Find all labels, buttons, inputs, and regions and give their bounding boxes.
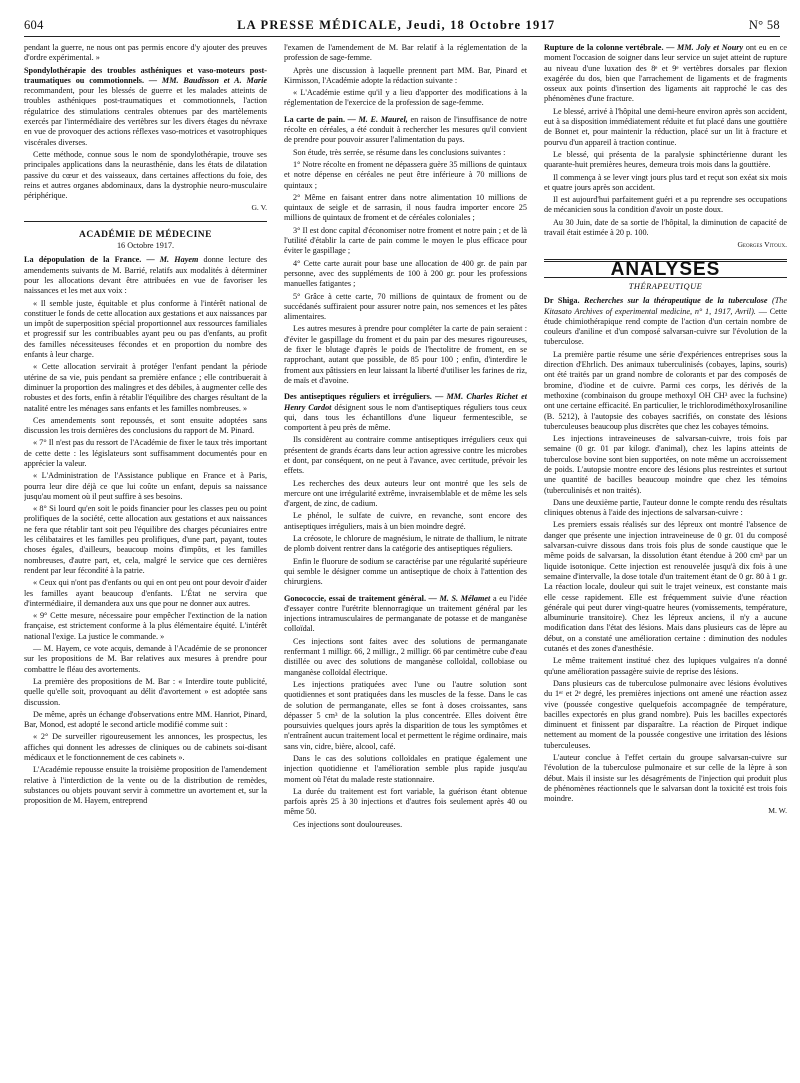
paragraph: La première des propositions de M. Bar : « Interdire toute publicité, quelle qu'elle soit, provoquant au délit d'avortement » est adoptée sans discussion. [24, 676, 267, 707]
column-1 [24, 43, 267, 1083]
article-title: La carte de pain. [284, 114, 345, 124]
article-antiseptiques [284, 392, 527, 433]
paragraph: Il est aujourd'hui parfaitement guéri et a pu reprendre ses occupations de mécanicien sous la condition d'avoir un poste doux. [544, 195, 787, 215]
paragraph: Dans le cas des solutions colloïdales en pratique également une injection quotidienne et l'amélioration semble plus rapide jusqu'au moment où l'état du malade reste stationnaire. [284, 754, 527, 784]
paragraph: Cette méthode, connue sous le nom de spondylothérapie, trouve ses principales applications dans la neurasthénie, dans les états de dilatation passive du cœur et des vaisseaux, dans certaines affections du foie, des reins et autres organes abdominaux, dans la dystrophie neuro-musculaire périphérique. [24, 149, 267, 201]
article-rupture-colonne [544, 43, 787, 105]
paragraph: Les autres mesures à prendre pour compléter la carte de pain seraient : d'éviter le gaspillage du froment et du pain par des mesures rigoureuses, de fixer le blutage d'après le poids de l'hectolitre de froment, en se rapprochant, autant que possible, de 85 pour 100 ; enfin, d'interdire le froment aux pâtissiers en leur laissant la liberté d'utiliser les farines de riz, de maïs et d'avoine. [284, 324, 527, 385]
paragraph: « 7° Il n'est pas du ressort de l'Académie de fixer le taux très important de cette dette : les législateurs sont suffisamment documentés pour en apprécier la valeur. [24, 438, 267, 468]
continued-text: l'examen de l'amendement de M. Bar relatif à la réglementation de la profession de sage-femme. [284, 43, 527, 63]
journal-title: LA PRESSE MÉDICALE, Jeudi, 18 Octobre 1917 [237, 18, 556, 32]
paragraph: « 2° De surveiller rigoureusement les annonces, les prospectus, les affiches qui donnent les adresses de cliniques ou de cabinets soi-disant médicaux et le fonctionnement de ces cabinets ». [24, 732, 267, 762]
paragraph: Ces injections sont douloureuses. [293, 819, 403, 829]
article-text: a eu l'idée d'essayer contre l'urétrite blennorragique un traitement général par les injections intramusculaires de permanganate de potasse et de manganèse colloïdal. [284, 593, 527, 634]
paragraph: Il commença à se lever vingt jours plus tard et reçut son exéat six mois et quatre jours après son accident. [544, 172, 787, 192]
paragraph: « Ceux qui n'ont pas d'enfants ou qui en ont peu ont pour devoir d'aider les familles ayant beaucoup d'enfants. L'État ne servira que d'intermédiaire, il demandera aux uns que pour ne donner aux autres. [24, 578, 267, 608]
paragraph: De même, après un échange d'observations entre MM. Hanriot, Pinard, Bar, Monod, est adopté le second article modifié comme suit : [24, 709, 267, 730]
paragraph: Le blessé, arrivé à l'hôpital une demi-heure environ après son accident, eut à sa disposition immédiatement réduite et fut placé dans une gouttière de Bonnet et, pour maintenir la réduction, placé sur un lit à fracture et pourvu d'un appareil à traction continue. [544, 106, 787, 147]
column-2 [284, 43, 527, 1083]
paragraph: Les recherches des deux auteurs leur ont montré que les sels de mercure ont une irrégularité extrême, invraisemblable et de même les sels d'argent, de zinc, de cadium. [284, 478, 527, 509]
article-title: Rupture de la colonne vertébrale. [544, 43, 664, 52]
article-author: — MM. Charles Richet et Henry Cardot [284, 392, 527, 412]
analyses-heading: ANALYSES [544, 259, 787, 278]
article-author: — MM. Joly et Noury [666, 43, 744, 52]
paragraph: Son étude, très serrée, se résume dans les conclusions suivantes : [293, 147, 506, 157]
article-author: — MM. Baudisson et A. Marie [148, 75, 267, 85]
paragraph: 3° Il est donc capital d'économiser notre froment et notre pain ; et de là l'utilité d'établir la carte de pain comme le moyen le plus efficace pour éviter le gaspillage ; [284, 225, 527, 256]
analysis-shiga [544, 296, 787, 347]
article-text: donne lecture des amendements suivants de M. Barrié, relatifs aux modalités à déterminer pour les allocations devant être attribuées en vue de favoriser les naissances et les met aux voix : [24, 255, 267, 296]
analysis-author: Dr Shiga. [544, 296, 580, 306]
article-text: recommandent, pour les blessés de guerre et les malades atteints de troubles asthéniques post-traumatiques et commotionnels, l'action régulatrice des stimulations centrales obtenues par des martèlements exercés par l'intermédiaire des vertèbres sur les divers étages du névraxe en vue de provoquer des actions réflexes vaso-motrices et vasotrophiques viscérales diverses. [24, 86, 267, 147]
signature: M. W. [768, 806, 787, 816]
paragraph: Ces amendements sont repoussés, et sont ensuite adoptées sans discussion les trois dernières des conclusions du rapport de M. Pinard. [24, 415, 267, 436]
article-author: — M. E. Maurel, [347, 114, 408, 124]
article-carte-de-pain [284, 115, 527, 146]
paragraph: Au 30 Juin, date de sa sortie de l'hôpital, la diminution de capacité de travail était estimée à 20 p. 100. [544, 217, 787, 238]
article-title: Gonococcie, essai de traitement général. [284, 593, 427, 603]
paragraph: « Cette allocation servirait à protéger l'enfant pendant la période utérine de sa vie, puis pendant sa première enfance ; elle contribuerait à diminuer la proportion des malingres et des débiles, à augmenter celle des robustes et des forts, enfin à rétablir l'équilibre des charges résultant de la natalité entre les ménages sans enfants et les familles nombreuses. » [24, 362, 267, 413]
page-header [24, 18, 780, 37]
issue-number: N° 58 [748, 18, 780, 32]
analysis-source: (The Kitasato Archives of experimental medicine, n° 1, 1917, Avril). [544, 296, 787, 316]
paragraph: L'auteur conclue à l'effet certain du groupe salvarsan-cuivre sur l'évolution de la tuberculose pulmonaire et sur celle de la lèpre à son début. Mais il insiste sur les désagréments de l'injection qui produit plus de phénomènes réactionnels que le salvarsan dont la toxicité est trois fois moindre. [544, 753, 787, 804]
signature: Georges Vitoux. [737, 240, 787, 250]
paragraph: « Il semble juste, équitable et plus conforme à l'intérêt national de constituer le fonds de cette allocation aux gestations et aux naissances par un impôt de superposition spécial proportionnel aux ressources familiales et progressif sur les contribuables ayant peu ou pas d'enfants, au profit des familles nécessiteuses fécondes et en proportion du nombre des enfants à leur charge. [24, 298, 267, 360]
article-depopulation [24, 255, 267, 296]
paragraph: Enfin le fluorure de sodium se caractérise par une régularité supérieure qui semble le désigner comme un antiseptique de choix à l'attention des chirurgiens. [284, 556, 527, 587]
paragraph: 2° Même en faisant entrer dans notre alimentation 10 millions de quintaux de seigle et de sarrasin, il nous faudra importer encore 25 millions de quintaux de froment et de céréales coloniales ; [284, 192, 527, 223]
paragraph: 5° Grâce à cette carte, 70 millions de quintaux de froment ou de succédanés suffiraient pour assurer notre pain, nos semences et les pâtes alimentaires. [284, 291, 527, 322]
article-title: La dépopulation de la France. [24, 255, 142, 265]
paragraph: — M. Hayem, ce vote acquis, demande à l'Académie de se prononcer sur les propositions de M. Bar relatives aux mesures à prendre pour combattre le fléau des avortements. [24, 644, 267, 674]
page-number: 604 [24, 18, 44, 32]
paragraph: La créosote, le chlorure de magnésium, le nitrate de thallium, le nitrate de plomb doivent rentrer dans la catégorie des antiseptiques réguliers. [284, 534, 527, 554]
article-gonococcie [284, 594, 527, 635]
article-title: Des antiseptiques réguliers et irréguliers. [284, 392, 432, 402]
paragraph: Le même traitement institué chez des lupiques vulgaires n'a donné qu'une amélioration passagère suivie de reprise des lésions. [544, 656, 787, 676]
paragraph: La durée du traitement est fort variable, la guérison étant obtenue parfois après 25 à 30 injections et d'autres fois seulement après 40 ou même 50. [284, 786, 527, 817]
article-author: — M. Hayem [146, 255, 199, 265]
paragraph: 1° Notre récolte en froment ne dépassera guère 35 millions de quintaux et notre dépense en céréales ne peut être inférieure à 70 millions de quintaux ; [284, 159, 527, 190]
paragraph: Le blessé, qui présenta de la paralysie sphinctérienne durant les quarante-huit premières heures, demeura trois mois dans la gouttière. [544, 149, 787, 170]
signature: G. V. [251, 203, 267, 213]
paragraph: Les injections intraveineuses de salvarsan-cuivre, trois fois par semaine (0 gr. 01 par kilogr. d'animal), chez les lapins atteints de tuberculose bovine sont bien supportées, on note même un accroissement de poids. L'autopsie montre encore des lésions plus restreintes et surtout une quantité de bacilles beaucoup moindre que chez les témoins (tuberculinisés et non traités). [544, 434, 787, 495]
paragraph: Les premiers essais réalisés sur des lépreux ont montré l'absence de danger que présente une injection intraveineuse de 0 gr. 01 du composé salvarsan-cuivre dissous dans trois fois plus de sonde caustique que le même poids de salvarsan, la dissolution étant étendue à 200 cm³ par un liquide isotonique. Cette injection est renouvelée jusqu'à dix fois à une semaine d'intervalle, la dose totale d'un traitement étant de 0 gr. 80 à 1 gr. La réaction locale, douleur qui suit le trajet veineux, est constante mais elle cesse rapidement. Elle est fréquemment suivie d'une réaction générale qui peut durer vingt-quatre heures (vomissements, température, albuminurie transitoire). Chez les lépreux anciens, il n'y a aucune modification dans l'état des lésions. Mais dans plusieurs cas de lèpre au début, on a constaté une amélioration certaine : diminution des nodules cutanés et des zones d'anesthésie. [544, 520, 787, 654]
section-title: ACADÉMIE DE MÉDECINE [79, 229, 212, 240]
columns [24, 43, 787, 1083]
section-date: 16 Octobre 1917. [116, 241, 175, 251]
paragraph: Le phénol, le sulfate de cuivre, en revanche, sont encore des antiseptiques irréguliers, mais à un bien moindre degré. [284, 511, 527, 531]
article-author: — M. S. Mélamet [428, 593, 491, 603]
paragraph: « L'Administration de l'Assistance publique en France et à Paris, pourra leur dire déjà ce que lui coûte un enfant, depuis sa naissance jusqu'au moment où il peut suffire à ses besoins. [24, 471, 267, 501]
article-text: ont eu en ce moment l'occasion de soigner dans leur service un sujet atteint de rupture au niveau d'une luxation des 8ᵉ et 9ᵉ vertèbres dorsales par flexion exagérée du dos, bien que l'arrachement de ligaments et de fragments osseux aux points d'insertion des ligaments ait rapproché le cas des phénomènes d'une fracture. [544, 43, 787, 104]
paragraph: Les injections pratiquées avec l'une ou l'autre solution sont quotidiennes et sont pratiquées dans les muscles de la fesse. Dans le cas de solution de permanganate, elles se font à doses croissantes, sans dépasser 5 cm³ de la solution la plus concentrée. Elles doivent être poursuivies quelques jours après la disparition de tous les symptômes et n'entraînent aucun traitement local et permettent le régime ordinaire, mais sans vin, cidre, bière, alcool, café. [284, 679, 527, 751]
analysis-title: Recherches sur la thérapeutique de la tuberculose [584, 296, 768, 306]
article-spondylotherapie [24, 66, 267, 148]
divider [24, 221, 267, 222]
analysis-text: — Cette étude chimiothérapique rend compte de l'action d'un certain nombre de couleurs d'aniline et d'un composé salvarsan-cuivre sur l'évolution de la tuberculose. [544, 306, 787, 347]
article-text: désignent sous le nom d'antiseptiques réguliers tous ceux qui, dans tous les échantillons d'une liqueur fermentescible, se comportent à peu près de même. [284, 402, 527, 433]
paragraph: Dans plusieurs cas de tuberculose pulmonaire avec lésions évolutives du 1ᵉʳ et 2ᵉ degré, les premières injections ont amené une réaction assez vive (poussée congestive quelquefois accompagnée de température, bacilles expectorés en plus grand nombre). Puis les bacilles expectorés diminuent et finissent par disparaître. La réaction de Pirquet indique nettement au moment de la poussée congestive une irritation des lésions tuberculeuses. [544, 678, 787, 750]
article-title: Spondylothérapie des troubles asthéniques et vaso-moteurs post-traumatiques ou commotionnels. [24, 65, 267, 85]
paragraph: Après une discussion à laquelle prennent part MM. Bar, Pinard et Kirmisson, l'Académie adopte la rédaction suivante : [284, 65, 527, 85]
subsection-title: THÉRAPEUTIQUE [628, 281, 703, 291]
paragraph: Ces injections sont faites avec des solutions de permanganate renfermant 1 milligr. 66, 2 milligr., 2 milligr. 66 par centimètre cube d'eau distillée ou avec des solutions de manganèse colloïdal, collobiase ou manganèse colloïdal électrique. [284, 636, 527, 677]
column-3 [544, 43, 787, 1083]
article-text: en raison de l'insuffisance de notre récolte en céréales, a été conduit à rechercher les mesures qu'il convient de prendre pour pouvoir assurer l'alimentation du pays. [284, 114, 527, 145]
continued-text: pendant la guerre, ne nous ont pas permis encore d'y ajouter des preuves d'ordre expérimental. » [24, 43, 267, 63]
paragraph: « 8° Si lourd qu'en soit le poids financier pour les classes peu ou point prolifiques de la société, cette allocation aux gestations et aux naissances ne fera que rétablir tant soit peu l'équilibre des charges pécuniaires entre les célibataires et les familles peu prolifiques, d'une part, payant, toutes choses égales, d'ailleurs, beaucoup moins d'impôts, et les familles nombreuses, d'autre part, et, cela, malgré le service que ces dernières rendent par leur fécondité à la patrie. [24, 504, 267, 575]
paragraph: Dans une deuxième partie, l'auteur donne le compte rendu des résultats cliniques obtenus à l'aide des injections de salvarsan-cuivre : [544, 497, 787, 518]
paragraph: La première partie résume une série d'expériences entreprises sous la direction d'Ehrlich. Des animaux tuberculinisés (cobayes, lapins, souris) ont été traités par un grand nombre de colorants et par des composés de bromine, d'iodine et de cuivre. Parmi ces corps, les dérivés de la methoxine (combinaison du groupe methoxyl OH CH³ avec la fuchsine) ont une certaine efficacité. En particulier, le trichlorodiméthoxylrosaniline (B. 5212), à l'autopsie des cobayes sacrifiés, on constate des lésions tuberculeuses beaucoup plus discrètes que chez les cobayes témoins. [544, 349, 787, 431]
paragraph: « L'Académie estime qu'il y a lieu d'apporter des modifications à la réglementation de l'exercice de la profession de sage-femme. [284, 88, 527, 108]
paragraph: 4° Cette carte aurait pour base une allocation de 400 gr. de pain par personne, avec des suppléments de 100 à 200 gr. pour les professions manuelles fatigantes ; [284, 258, 527, 289]
paragraph: Ils considèrent au contraire comme antiseptiques irréguliers ceux qui présentent de grands écarts dans leur action agressive contre les microbes et dont, par conséquent, on ne peut à l'avance, avec certitude, prévoir les effets. [284, 435, 527, 476]
paragraph: « 9° Cette mesure, nécessaire pour empêcher l'extinction de la nation française, est strictement conforme à la plus élémentaire équité. L'intérêt national l'exige. La justice le commande. » [24, 611, 267, 641]
paragraph: L'Académie repousse ensuite la troisième proposition de l'amendement relative à l'interdiction de la vente ou de la distribution de remèdes, substances ou objets pouvant servir à commettre un avortement et, sur la proposition de M. Hayem, entreprend [24, 765, 267, 806]
